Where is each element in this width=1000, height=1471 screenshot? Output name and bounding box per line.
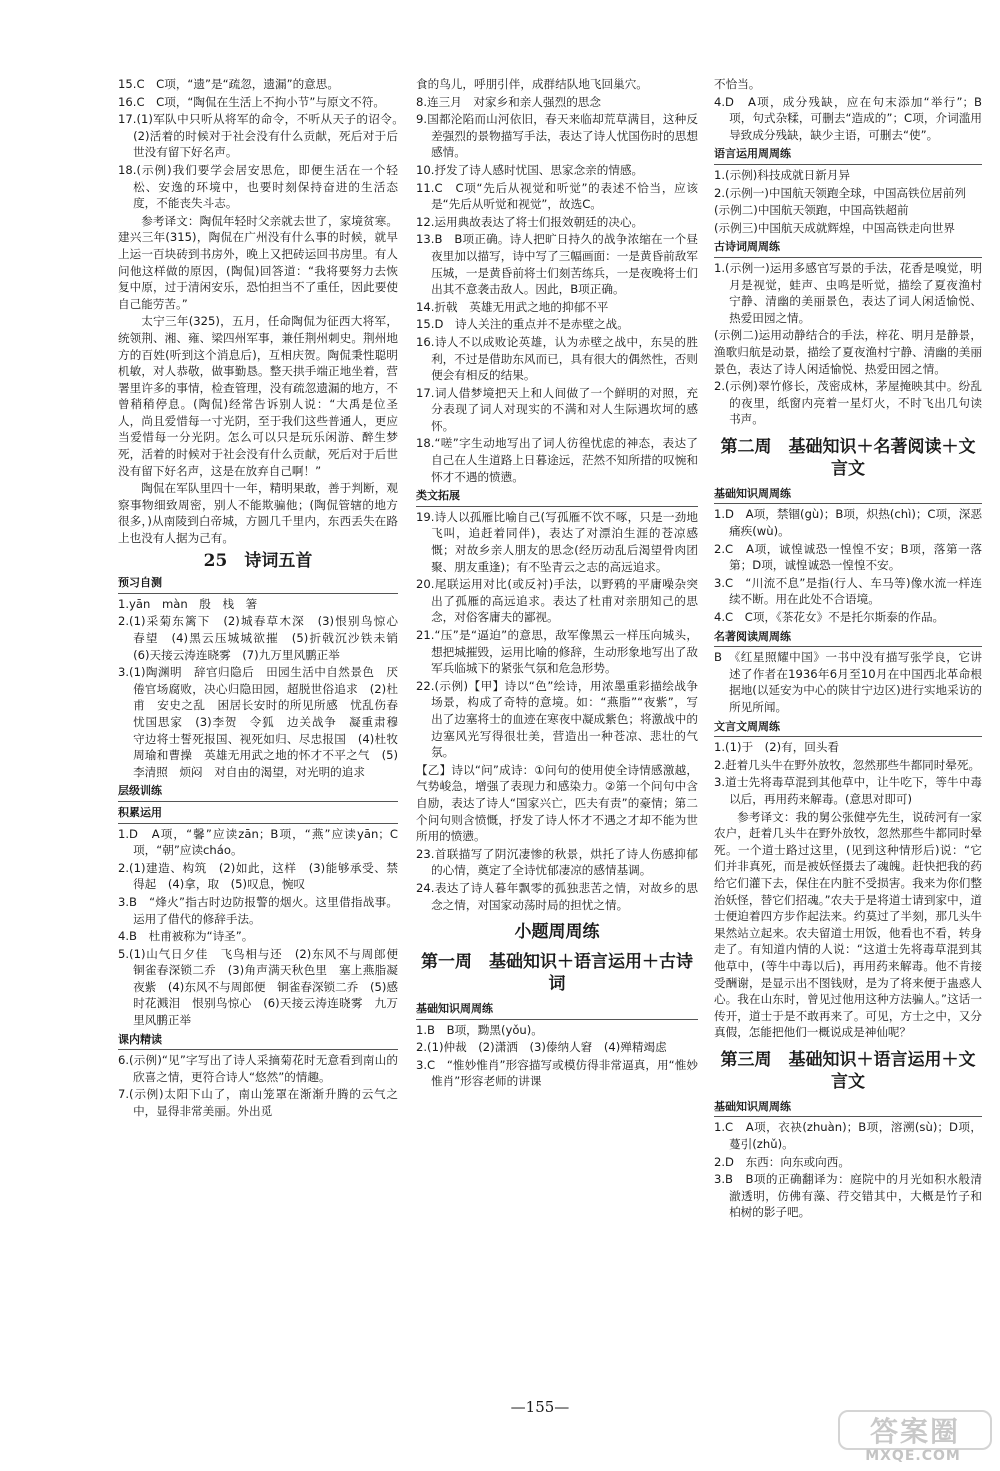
subsection-heading: 积累运用 (118, 805, 398, 824)
answer-item: 5.(1)山气日夕佳 飞鸟相与还 (2)东风不与周郎便 铜雀春深锁二乔 (3)角声满天秋色里 塞上燕脂凝夜紫 (4)东风不与周郎便 铜雀春深锁二乔 (5)感时花溅泪 恨别鸟惊心 (6)天接云涛连晓雾 九万里风鹏正举 (118, 946, 410, 1028)
answer-item: 23.首联描写了阴沉凄惨的秋景，烘托了诗人伤感抑郁的心情，奠定了全诗忧郁凄凉的感情基调。 (416, 846, 698, 878)
answer-item: 2.(1)采菊东篱下 (2)城春草木深 (3)恨别鸟惊心 春望 (4)黑云压城城欲摧 (5)折戟沉沙铁未销 (6)天接云涛连晓雾 (7)九万里风鹏正举 (118, 614, 410, 662)
section-title: 第一周 基础知识＋语言运用＋古诗词 (421, 952, 693, 995)
subsection-heading: 文言文周周练 (714, 719, 982, 738)
answer-item: 18.(示例)我们要学会居安思危，即便生活在一个轻松、安逸的环境中，也要时刻保持奋进的生活态度，不能丧失斗志。 (118, 162, 398, 211)
translation-paragraph: 参考译文：陶侃年轻时父亲就去世了，家境贫寒。建兴三年(315)，陶侃在广州没有什么事的时候，就早上运一百块砖到书房外，晚上又把砖运回书房里。有人问他这样做的原因，(陶侃)回答道：“我将要努力去恢复中原，过于清闲安乐，恐怕担当不了重任，因此要使自己能劳苦。” (118, 213, 398, 311)
answer-item: 3.道士先将毒草混到其他草中，让牛吃下，等牛中毒以后，再用药来解毒。(意思对即可) (714, 775, 982, 806)
answer-item: 2.(示例一)中国航天领跑全球，中国高铁位居前列 (714, 185, 966, 200)
answer-item: 12.运用典故表达了将士们报效朝廷的决心。 (416, 214, 644, 229)
answer-continuation: 【乙】诗以“问”成诗：①问句的使用使全诗情感激越，气势峻急，增强了表现力和感染力。②第一个问句中含自励，表达了诗人“国家兴亡，匹夫有责”的豪情；第二个问句则含愤慨，抒发了诗人怀才不遇之才却不能为世所用的愤懑。 (416, 762, 698, 844)
answer-item: 3.(1)陶渊明 辞官归隐后 田园生活中自然景色 厌倦官场腐败，决心归隐田园，超脱世俗追求 (2)杜甫 安史之乱 困居长安时的所见所感 忧乱伤春 忧国思家 (3)李贺 令狐 边关战争 凝重肃穆 守边将士誓死报国、视死如归、尽忠报国 (4)杜牧 周瑜和曹操 英雄无用武之地的怀才不平之气 (5)李清照 烦闷 对自由的渴望，对光明的追求 (118, 665, 410, 779)
subsection-heading: 语言运用周周练 (714, 146, 982, 165)
answer-item: 19.诗人以孤雁比喻自己(写孤雁不饮不啄，只是一劲地飞叫，追赶着同伴)，表达了对漂泊生涯的苍凉感慨；对故乡亲人朋友的思念(经历动乱后渴望骨肉团聚、朋友重逢)；有不坠青云之志的高远追求。 (416, 509, 698, 574)
answer-item: 9.国都沦陷而山河依旧，春天来临却荒草满目，这种反差强烈的景物描写手法，表达了诗人忧国伤时的思想感情。 (416, 112, 698, 160)
section-title: 第三周 基础知识＋语言运用＋文言文 (720, 1049, 976, 1092)
answer-item: 2.(示例)翠竹修长，茂密成林，茅屋掩映其中。纷乱的夜里，纸窗内亮着一星灯火，不时飞出几句读书声。 (714, 379, 982, 427)
answer-item: 4.C C项，《茶花女》不是托尔斯泰的作品。 (714, 610, 945, 625)
right-column (714, 76, 982, 1222)
answer-item: 14.折戟 英雄无用武之地的抑郁不平 (416, 299, 609, 314)
answer-item: 8.连三月 对家乡和亲人强烈的思念 (416, 94, 601, 109)
answer-item: 18.“嗟”字生动地写出了词人彷徨忧虑的神态，表达了自己在人生道路上日暮途远，茫然不知所措的叹惋和怀才不遇的愤懑。 (416, 436, 698, 484)
answer-item: 1.D A项，“馨”应读zān；B项，“燕”应读yān；C项，“朝”应读cháo。 (118, 826, 398, 858)
answer-continuation: (示例二)运用动静结合的手法，梓花、明月是静景，渔歌归航是动景，描绘了夏夜渔村宁静、清幽的美丽景色，表达了诗人闲适愉悦、热爱田园之情。 (714, 328, 982, 376)
left-column (118, 76, 410, 1121)
answer-item: 3.B B项的正确翻译为：庭院中的月光如积水般清澈透明，仿佛有藻、荇交错其中，大概是竹子和柏树的影子吧。 (714, 1172, 982, 1220)
watermark-mark: 答案圈 (838, 1410, 992, 1450)
answer-item: 1.C A项，衣袂(zhuàn)；B项，溶溯(sù)；D项，蔓引(zhǔ)。 (714, 1120, 982, 1152)
answer-continuation: 不恰当。 (714, 77, 761, 91)
translation-paragraph: 太宁三年(325)，五月，任命陶侃为征西大将军，统领荆、湘、雍、梁四州军事，兼任荆州刺史。荆州地方的百姓(听到这个消息后)，互相庆贺。陶侃秉性聪明机敏，对人恭敬，做事勤恳。整天拱手端正地坐着，营署里许多的事情，检查管理，没有疏忽遗漏的地方，不曾稍稍停息。(陶侃)经常告诉别人说：“大禹是位圣人，尚且爱惜每一寸光阴，至于我们这些普通人，更应当爱惜每一分光阴。怎么可以只是玩乐闲游、醉生梦死，活着的时候对于社会没有什么贡献，死后对于后世没有留下好名声，这是在放弃自己啊！” (118, 314, 398, 478)
subsection-heading: 名著阅读周周练 (714, 629, 982, 648)
answer-item: 21.“压”是“逼迫”的意思，敌军像黑云一样压向城头，想把城摧毁，运用比喻的修辞，生动形象地写出了敌军兵临城下的紧张气氛和危急形势。 (416, 628, 698, 676)
answer-item: 24.表达了诗人暮年飘零的孤独悲苦之情，对故乡的思念之情，对国家动荡时局的担忧之情。 (416, 880, 698, 912)
answer-item: 3.B “烽火”指古时边防报警的烟火。这里借指战事。运用了借代的修辞手法。 (118, 894, 398, 926)
subsection-heading: 层级训练 (118, 783, 398, 802)
watermark-url: MXQE.COM (865, 1448, 961, 1464)
watermark-logo (838, 1410, 988, 1465)
answer-item: 4.D A项，成分残缺，应在句末添加“举行”；B项，句式杂糅，可删去“造成的”；C项，介词滥用导致成分残缺，缺少主语，可删去“使”。 (714, 94, 982, 142)
answer-item: 1.yān màn 殷 栈 箸 (118, 596, 258, 611)
answer-item: 17.(1)军队中只听从将军的命令，不听从天子的诏令。 (2)活着的时候对于社会没有什么贡献，死后对于后世没有留下好名声。 (118, 112, 410, 160)
answer-item: 1.(示例)科技成就日新月异 (714, 167, 851, 182)
answer-item: 22.(示例)【甲】诗以“色”绘诗，用浓墨重彩描绘战争场景，构成了奇特的意境。如：“燕脂”“夜紫”，写出了边塞将士的血迹在寒夜中凝成紫色；将激战中的边塞风光写得很壮美，营造出一种苍凉、悲壮的气氛。 (416, 678, 698, 760)
answer-item: 2.赶着几头牛在野外放牧，忽然那些牛都同时晕死。 (714, 757, 981, 772)
answer-item: 2.(1)仲裁 (2)潇洒 (3)傣纳人窘 (4)殚精竭虑 (416, 1040, 667, 1055)
answer-item: 7.(示例)太阳下山了，南山笼罩在渐渐升腾的云气之中，显得非常美丽。外出觅 (118, 1087, 398, 1119)
answer-item: 16.C C项，“陶侃在生活上不拘小节”与原文不符。 (118, 94, 385, 109)
answer-continuation: 食的鸟儿，呼朋引伴，成群结队地飞回巢穴。 (416, 77, 648, 91)
answer-item: 3.C “川流不息”是指(行人、车马等)像水流一样连续不断。用在此处不合语境。 (714, 575, 982, 607)
subsection-heading: 古诗词周周练 (714, 239, 982, 258)
answer-item: 1.B B项，黝黑(yǒu)。 (416, 1022, 543, 1037)
section-title: 第二周 基础知识＋名著阅读＋文言文 (720, 436, 976, 479)
subsection-heading: 基础知识周周练 (714, 486, 982, 505)
translation-paragraph: 参考译文：我的舅公张健亭先生，说砖河有一家农户，赶着几头牛在野外放牧，忽然那些牛都同时晕死。一个道士路过这里，(见到这种情形后)说：“它们并非真死，而是被妖怪摄去了魂魄。赶快把我的药给它们灌下去，保住在内脏不受损害。我来为你们整治妖怪，替它们招魂。”农夫于是将道士请到家中，道士便迫着四方步作起法来。约莫过了半刻，那几头牛果然站立起来。农夫留道士用饭，他看也不看，转身走了。有知道内情的人说：“这道士先将毒草混到其他草中，(等牛中毒以后)，再用药来解毒。他不肯接受酬谢，是显示出不图钱财，是为了将来便于蛊惑人心。我在山东时，曾见过他用这种方法骗人。”这话一传开，道士于是不敢再来了。可见，方士之中，又分真假，怎能把他们一概说成是神仙呢？ (714, 809, 982, 1040)
answer-item: 10.抒发了诗人感时忧国、思家念亲的情感。 (416, 162, 644, 177)
subsection-heading: 课内精读 (118, 1032, 398, 1051)
answer-item: B 《红星照耀中国》一书中没有描写张学良，它讲述了作者在1936年6月至10月在中国西北革命根据地(以延安为中心的陕甘宁边区)进行实地采访的所见所闻。 (714, 650, 982, 714)
subsection-heading: 类文拓展 (416, 488, 698, 507)
answer-continuation: (示例二)中国航天领跑，中国高铁超前 (714, 203, 909, 218)
lesson-title: 25 诗词五首 (203, 550, 313, 571)
answer-item: 20.尾联运用对比(或反衬)手法，以野鸦的平庸噪杂突出了孤雁的高远追求。表达了杜甫对亲朋知己的思念，对俗客庸夫的鄙视。 (416, 577, 698, 625)
answer-item: 2.(1)建造、构筑 (2)如此，这样 (3)能够承受、禁得起 (4)拿，取 (5)叹息，惋叹 (118, 860, 398, 892)
subsection-heading: 基础知识周周练 (714, 1099, 982, 1118)
answer-item: 6.(示例)“见”字写出了诗人采摘菊花时无意看到南山的欣喜之情，更符合诗人“悠然”的情趣。 (118, 1053, 398, 1084)
answer-item: 15.D 诗人关注的重点并不是赤壁之战。 (416, 317, 629, 332)
answer-item: 4.B 杜甫被称为“诗圣”。 (118, 929, 254, 944)
answer-item: 1.(示例一)运用多感官写景的手法，花香是嗅觉，明月是视觉，蛙声、虫鸣是听觉，描绘了夏夜渔村宁静、清幽的美丽景色，表达了词人闲适愉悦、热爱田园之情。 (714, 260, 982, 325)
answer-item: 13.B B项正确。诗人把旷日持久的战争浓缩在一个昼夜里加以描写，诗中写了三幅画面：一是黄昏前敌军压城，一是黄昏前将士们刻苦练兵，一是夜晚将士们出其不意袭击敌人。因此，B项正确。 (416, 232, 698, 297)
answer-item: 17.词人借梦境把天上和人间做了一个鲜明的对照，充分表现了词人对现实的不满和对人生际遇坎坷的感怀。 (416, 385, 698, 433)
subsection-heading: 基础知识周周练 (416, 1001, 698, 1020)
page-number: —155— (510, 1398, 570, 1416)
middle-column (416, 76, 698, 1091)
answer-item: 2.C A项，诚惶诚恐一惶惶不安；B项，落第一落第；D项，诚惶诚恐一惶惶不安。 (714, 541, 982, 573)
answer-item: 1.D A项，禁锢(gù)；B项，炽热(chì)；C项，深恶痛疾(wù)。 (714, 507, 982, 539)
answer-item: 15.C C项，“遗”是“疏忽，遗漏”的意思。 (118, 77, 339, 91)
translation-paragraph: 陶侃在军队里四十一年，精明果敢，善于判断，观察事物细致周密，别人不能欺骗他；(陶侃管辖的地方很多，)从南陵到白帝城，方圆几千里内，东西丢失在路上也没有人据为己有。 (118, 481, 398, 546)
answer-item: 11.C C项“先后从视觉和听觉”的表述不恰当，应该是“先后从听觉和视觉”，故选C。 (416, 180, 698, 212)
answer-item: 3.C “惟妙惟肖”形容描写或模仿得非常逼真，用“惟妙惟肖”形容老师的讲课 (416, 1057, 698, 1089)
answer-item: 16.诗人不以成败论英雄，认为赤壁之战中，东吴的胜利，不过是借助东风而已，具有很大的偶然性，否则便会有相反的结果。 (416, 334, 698, 383)
subsection-heading: 预习自测 (118, 575, 398, 594)
answer-continuation: (示例三)中国航天成就辉煌，中国高铁走向世界 (714, 220, 955, 235)
section-title: 小题周周练 (514, 922, 600, 943)
answer-item: 1.(1)于 (2)有，回头看 (714, 740, 840, 755)
answer-item: 2.D 东西：向东或向西。 (714, 1154, 850, 1169)
